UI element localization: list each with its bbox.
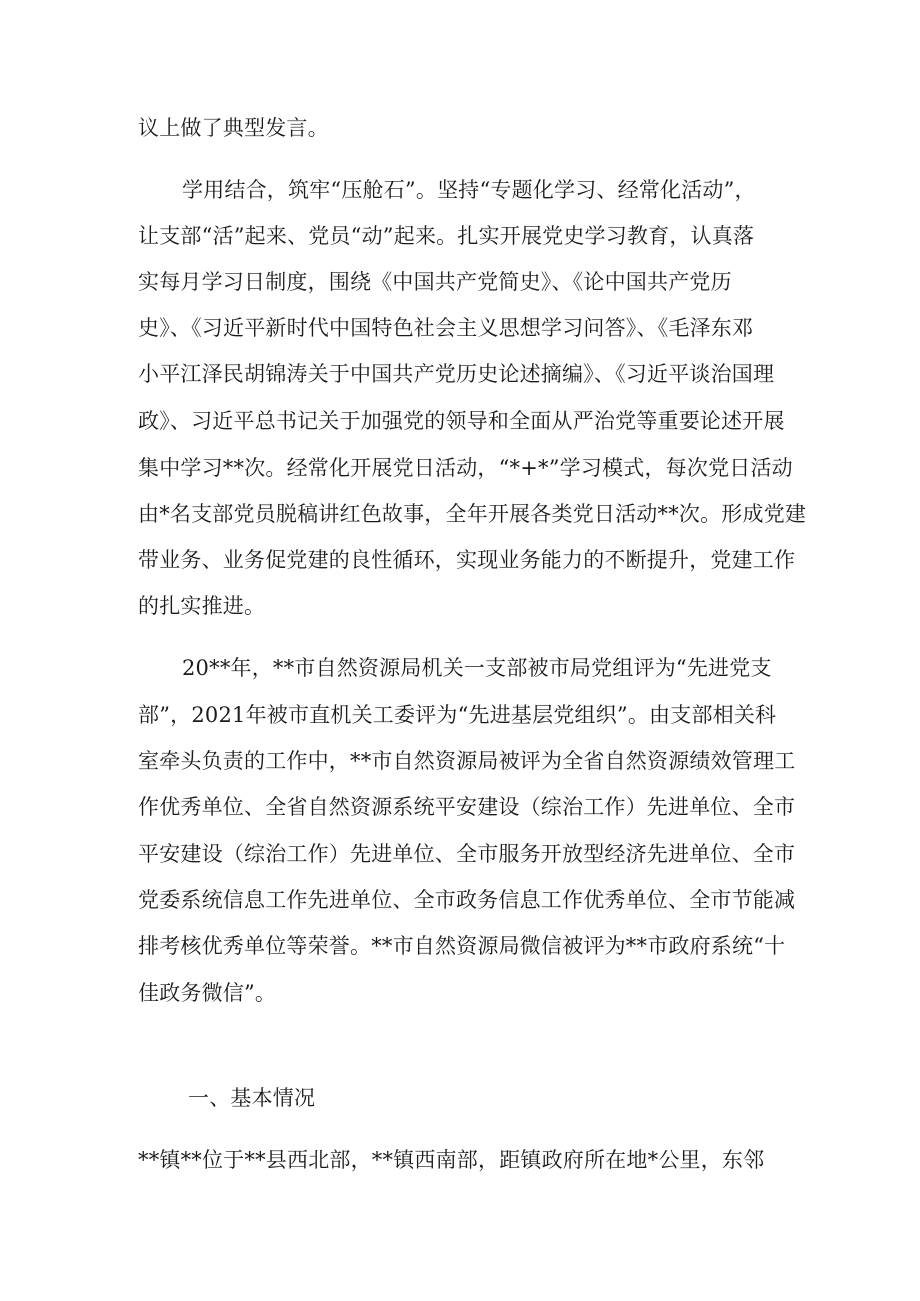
text-line: 实每月学习日制度，围绕《中国共产党简史》、《论中国共产党历 [138, 270, 732, 294]
text-line: 平安建设（综治工作）先进单位、全市服务开放型经济先进单位、全市 [138, 842, 796, 866]
text-line: 政》、习近平总书记关于加强党的领导和全面从严治党等重要论述开展 [138, 409, 785, 433]
text-line: 排考核优秀单位等荣誉。**市自然资源局微信被评为**市政府系统“十 [138, 934, 786, 958]
text-line: 室牵头负责的工作中，**市自然资源局被评为全省自然资源绩效管理工 [138, 749, 796, 773]
text-line: 部”，2021年被市直机关工委评为“先进基层党组织”。由支部相关科 [138, 703, 777, 727]
text-line: 史》、《习近平新时代中国特色社会主义思想学习问答》、《毛泽东邓 [138, 316, 754, 340]
text-line: 党委系统信息工作先进单位、全市政务信息工作优秀单位、全市节能减 [138, 888, 796, 912]
text-line: 由*名支部党员脱稿讲红色故事，全年开展各类党日活动**次。形成党建 [138, 502, 807, 526]
section-heading: 一、基本情况 [188, 1086, 316, 1110]
text-line: 议上做了典型发言。 [138, 116, 329, 140]
text-line: 的扎实推进。 [138, 594, 266, 618]
text-line: 作优秀单位、全省自然资源系统平安建设（综治工作）先进单位、全市 [138, 795, 796, 819]
text-line: 佳政务微信”。 [138, 981, 277, 1005]
text-line: 带业务、业务促党建的良性循环，实现业务能力的不断提升，党建工作 [138, 548, 796, 572]
paragraph-first-line: 学用结合，筑牢“压舱石”。坚持“专题化学习、经常化活动”， [182, 178, 756, 202]
text-line: 小平江泽民胡锦涛关于中国共产党历史论述摘编》、《习近平谈治国理 [138, 362, 775, 386]
paragraph-first-line: **镇**位于**县西北部，**镇西南部，距镇政府所在地*公里，东邻 [138, 1148, 765, 1172]
paragraph-first-line: 20**年，**市自然资源局机关一支部被市局党组评为“先进党支 [182, 656, 772, 680]
text-line: 集中学习**次。经常化开展党日活动，“*+*”学习模式，每次党日活动 [138, 456, 793, 480]
text-line: 让支部“活”起来、党员“动”起来。扎实开展党史学习教育，认真落 [138, 224, 755, 248]
